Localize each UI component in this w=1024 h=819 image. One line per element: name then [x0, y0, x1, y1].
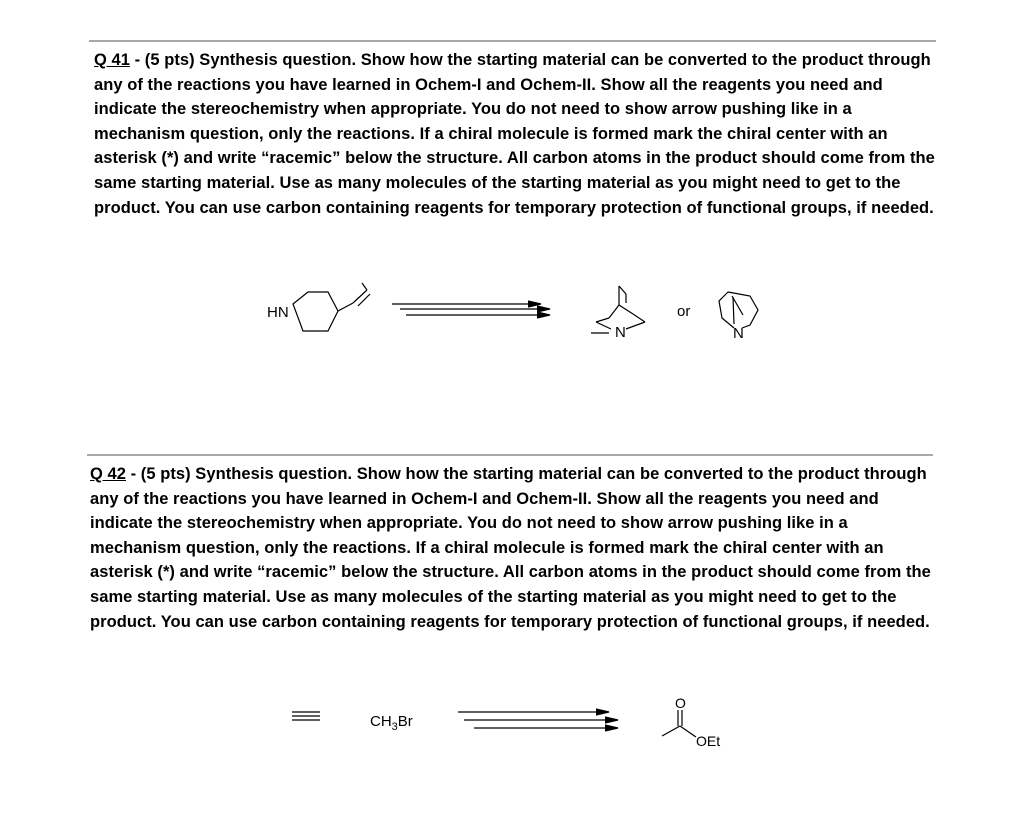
acetylene-triple-bond: [292, 712, 320, 720]
q41-intro: - (5 pts) Synthesis question. Show how the starting material can be converted to the product through any of the reactions you have learned in Ochem-I and Ochem-II. Show all the reagents you need and indicate the stereochemistry when appropriate. You do not need to show arrow pushing like in a mechanism question, only the reactions. If a chiral molecule is formed mark the chiral center with an asterisk (*) and write “racemic” below the structure. All carbon atoms in the product should come from the same starting material. Use as many molecules of the starting material as you might need to get to the product. You can use carbon containing reagents for temporary protection of functional groups, if needed.: [94, 51, 935, 217]
product-n-label-2: N: [733, 325, 744, 342]
q41-number: Q 41: [94, 51, 130, 69]
q41-text: [94, 48, 944, 220]
quinuclidine-structure-2: [719, 292, 758, 328]
q42-top-rule: [87, 454, 933, 456]
q42-reaction-scheme: [280, 690, 750, 760]
q42-reaction-arrow: [458, 709, 618, 731]
q41-reaction-scheme: [250, 270, 790, 360]
q42-intro: - (5 pts) Synthesis question. Show how the starting material can be converted to the product through any of the reactions you have learned in Ochem-I and Ochem-II. Show all the reagents you need and indicate the stereochemistry when appropriate. You do not need to show arrow pushing like in a mechanism question, only the reactions. If a chiral molecule is formed mark the chiral center with an asterisk (*) and write “racemic” below the structure. All carbon atoms in the product should come from the same starting material. Use as many molecules of the starting material as you might need to get to the product. You can use carbon containing reagents for temporary protection of functional groups, if needed.: [90, 465, 931, 631]
ethyl-acetate-structure: [662, 710, 696, 737]
start-label-hn: HN: [267, 304, 289, 321]
piperidine-ring: [293, 292, 338, 331]
or-label: or: [677, 303, 691, 320]
q41-reaction-arrow: [392, 301, 550, 318]
product-n-label-1: N: [615, 324, 626, 341]
ester-oet-label: OEt: [696, 733, 721, 749]
q42-text: [90, 462, 940, 634]
q41-top-rule: [89, 40, 936, 42]
q42-number: Q 42: [90, 465, 126, 483]
reagent-ch3br: $CH_3Br$: [370, 713, 413, 733]
carbonyl-oxygen-label: O: [675, 695, 686, 711]
